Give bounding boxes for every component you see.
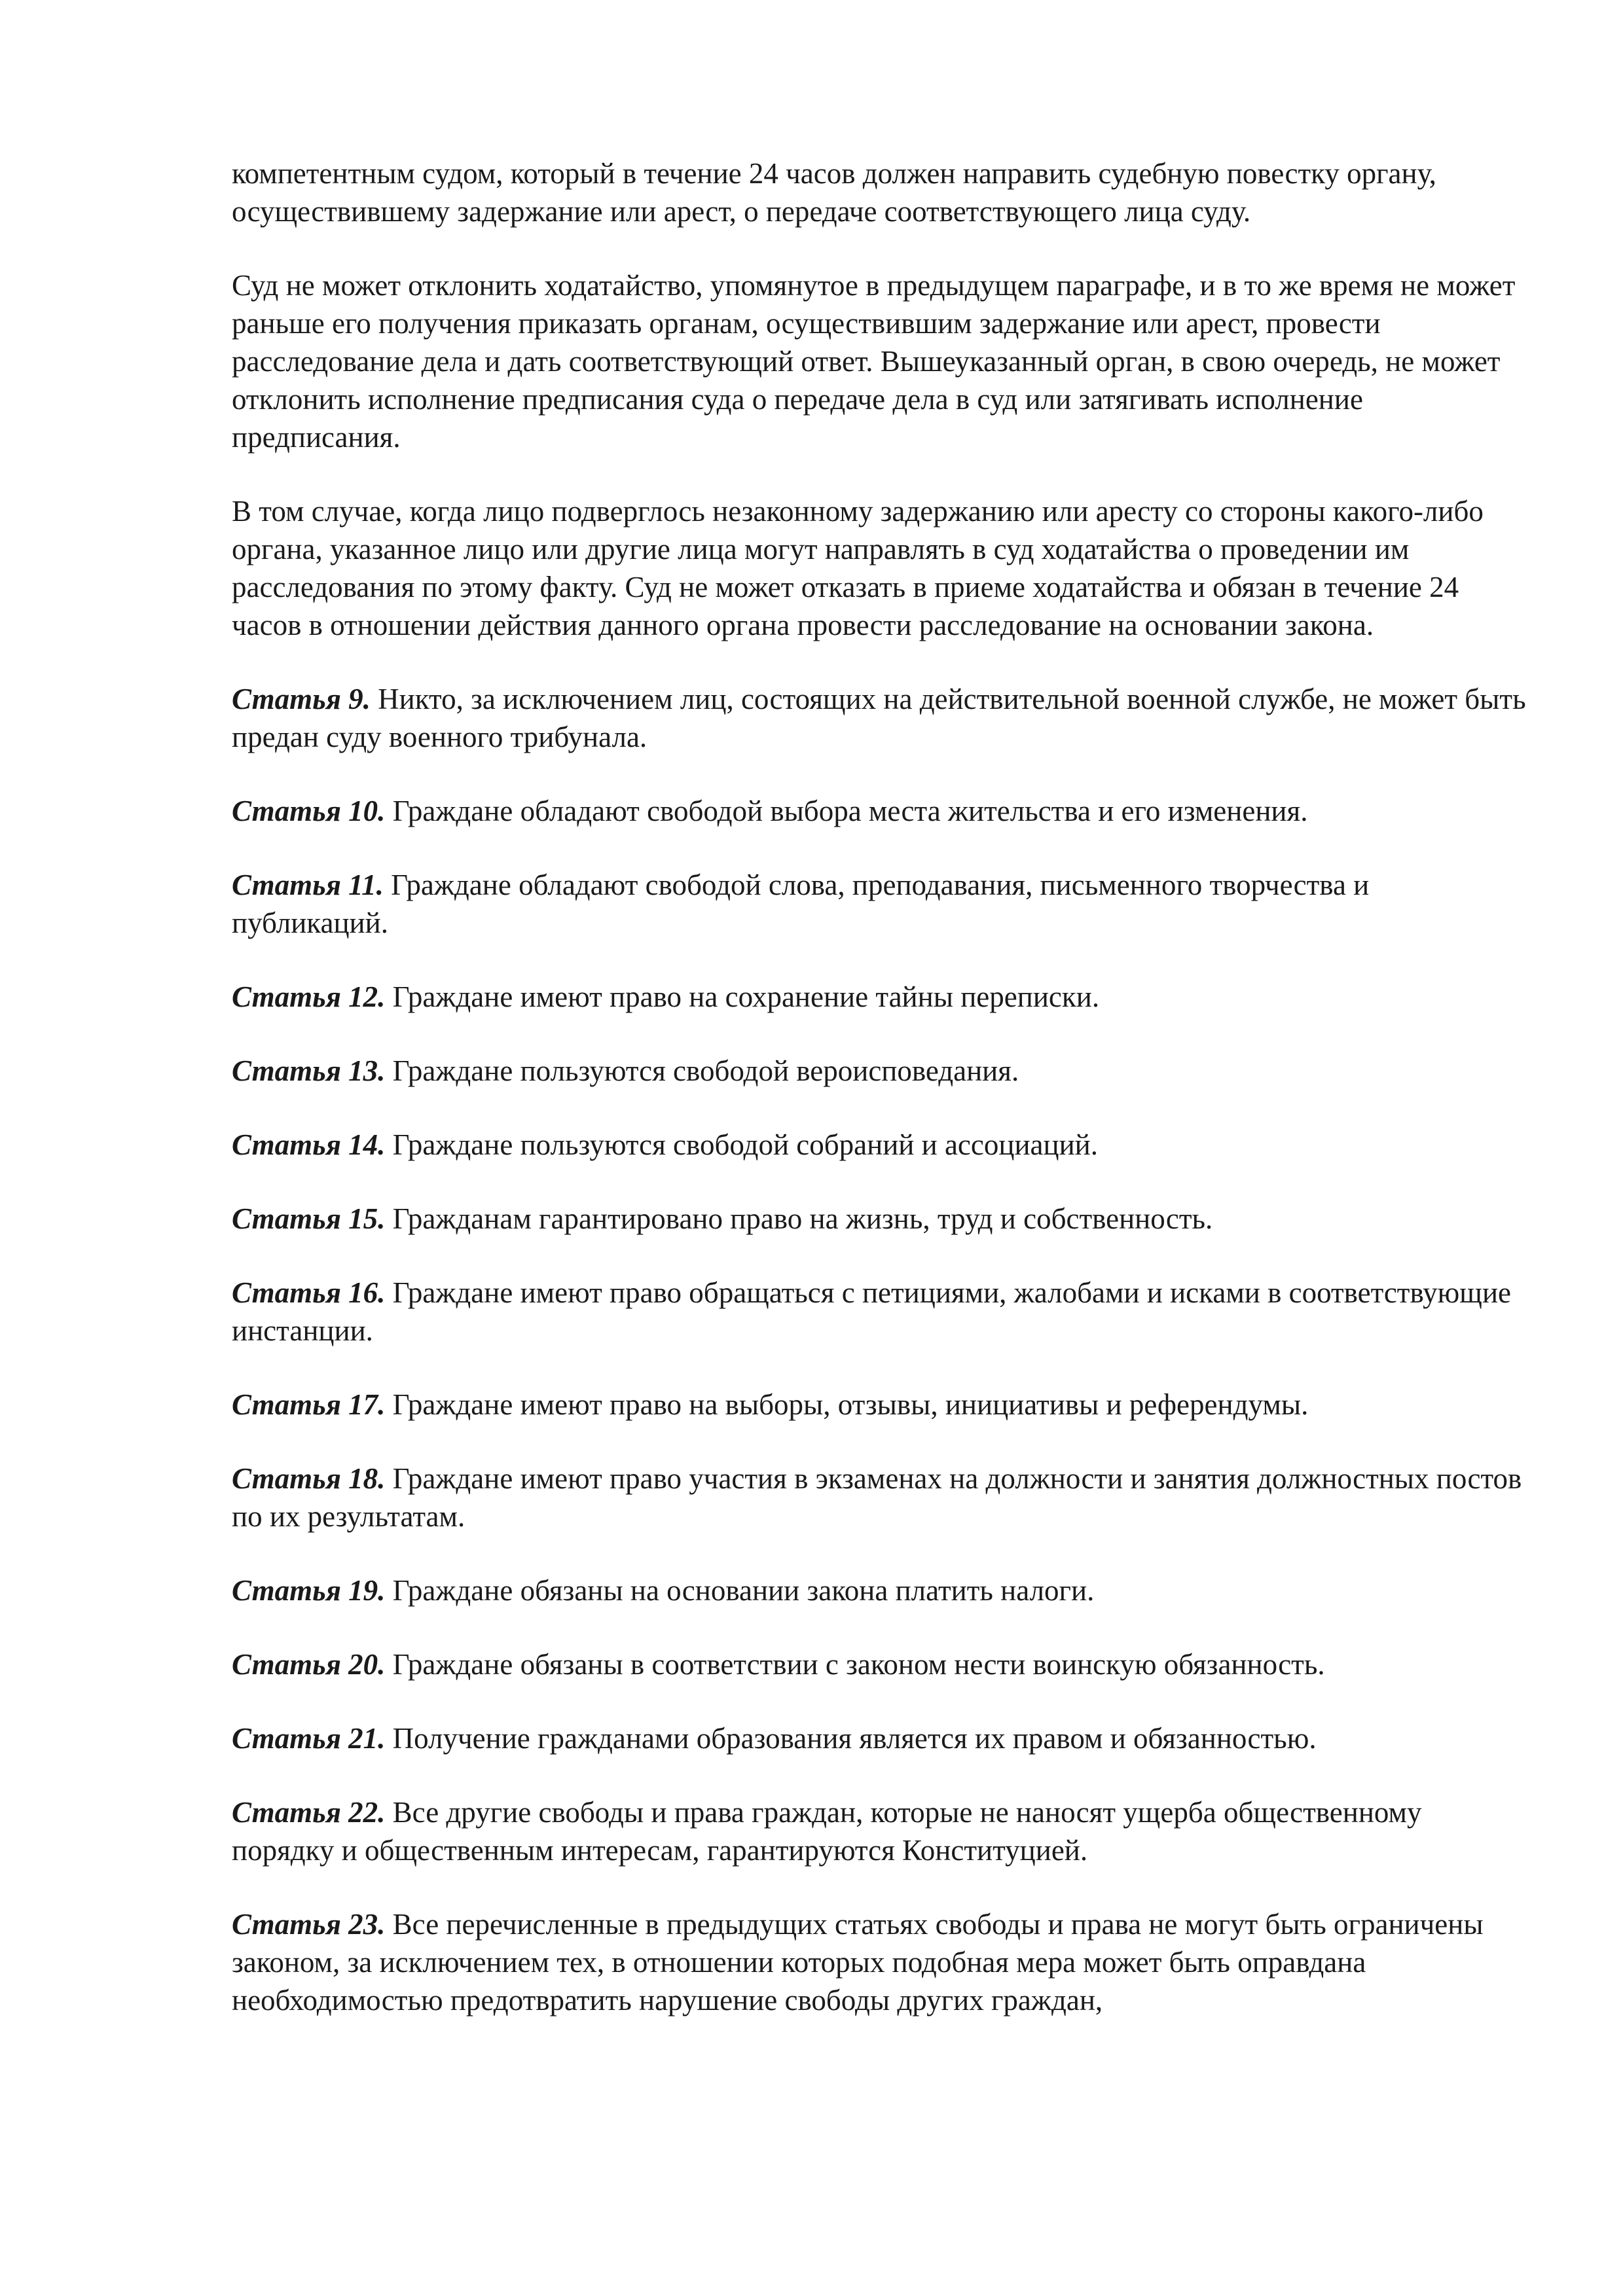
article-21 [232, 1719, 1528, 1757]
paragraph: Суд не может отклонить ходатайство, упомянутое в предыдущем параграфе, и в то же время не может раньше его получения приказать органам, осуществившим задержание или арест, провести расследование дела и дать соответствующий ответ. Вышеуказанный орган, в свою очередь, не может отклонить исполнение предписания суда о передаче дела в суд или затягивать исполнение предписания. [232, 269, 1516, 454]
article-text: Получение гражданами образования является их правом и обязанностью. [385, 1722, 1317, 1755]
article-text: Все перечисленные в предыдущих статьях свободы и права не могут быть ограничены законом, за исключением тех, в отношении которых подобная мера может быть оправдана необходимостью предотвратить нарушение свободы других граждан, [232, 1908, 1484, 2017]
article-text: Граждане имеют право на выборы, отзывы, инициативы и референдумы. [385, 1388, 1309, 1421]
paragraph: компетентным судом, который в течение 24 часов должен направить судебную повестку органу, осуществившему задержание или арест, о передаче соответствующего лица суду. [232, 157, 1436, 228]
article-label: Статья 12. [232, 980, 386, 1013]
article-text: Все другие свободы и права граждан, которые не наносят ущерба общественному порядку и общественным интересам, гарантируются Конституцией. [232, 1796, 1422, 1867]
article-18 [232, 1460, 1528, 1535]
article-text: Граждане пользуются свободой собраний и ассоциаций. [385, 1128, 1098, 1161]
article-text: Граждане обладают свободой выбора места жительства и его изменения. [385, 795, 1308, 827]
article-label: Статья 20. [232, 1648, 386, 1681]
article-10 [232, 792, 1528, 830]
article-label: Статья 18. [232, 1462, 386, 1495]
article-20 [232, 1645, 1528, 1683]
article-label: Статья 14. [232, 1128, 386, 1161]
article-label: Статья 15. [232, 1202, 386, 1235]
article-19 [232, 1571, 1528, 1609]
paragraph: В том случае, когда лицо подверглось незаконному задержанию или аресту со стороны какого-либо органа, указанное лицо или другие лица могут направлять в суд ходатайства о проведении им расследования по этому факту. Суд не может отказать в приеме ходатайства и обязан в течение 24 часов в отношении действия данного органа провести расследование на основании закона. [232, 495, 1484, 641]
article-22 [232, 1793, 1528, 1869]
article-12 [232, 978, 1528, 1016]
article-text: Граждане обладают свободой слова, преподавания, письменного творчества и публикаций. [232, 869, 1370, 939]
article-label: Статья 9. [232, 683, 371, 715]
article-text: Никто, за исключением лиц, состоящих на действительной военной службе, не может быть предан суду военного трибунала. [232, 683, 1526, 753]
article-11 [232, 866, 1528, 942]
article-16 [232, 1274, 1528, 1350]
article-17 [232, 1386, 1528, 1424]
article-label: Статья 11. [232, 869, 384, 901]
article-text: Граждане имеют право обращаться с петициями, жалобами и исками в соответствующие инстанции. [232, 1276, 1512, 1347]
article-15 [232, 1200, 1528, 1238]
article-label: Статья 10. [232, 795, 386, 827]
article-9 [232, 680, 1528, 756]
article-14 [232, 1126, 1528, 1164]
article-text: Гражданам гарантировано право на жизнь, труд и собственность. [385, 1202, 1213, 1235]
article-text: Граждане обязаны на основании закона платить налоги. [385, 1574, 1095, 1607]
article-13 [232, 1052, 1528, 1090]
article-label: Статья 17. [232, 1388, 386, 1421]
article-label: Статья 13. [232, 1054, 386, 1087]
article-text: Граждане имеют право на сохранение тайны переписки. [385, 980, 1100, 1013]
article-label: Статья 19. [232, 1574, 386, 1607]
article-text: Граждане пользуются свободой вероисповедания. [385, 1054, 1019, 1087]
article-label: Статья 21. [232, 1722, 386, 1755]
article-23 [232, 1905, 1528, 2019]
article-label: Статья 22. [232, 1796, 386, 1829]
article-label: Статья 16. [232, 1276, 386, 1309]
article-text: Граждане имеют право участия в экзаменах на должности и занятия должностных постов по их результатам. [232, 1462, 1522, 1533]
article-label: Статья 23. [232, 1908, 386, 1941]
document-page [232, 154, 1528, 2055]
article-text: Граждане обязаны в соответствии с законом нести воинскую обязанность. [385, 1648, 1325, 1681]
